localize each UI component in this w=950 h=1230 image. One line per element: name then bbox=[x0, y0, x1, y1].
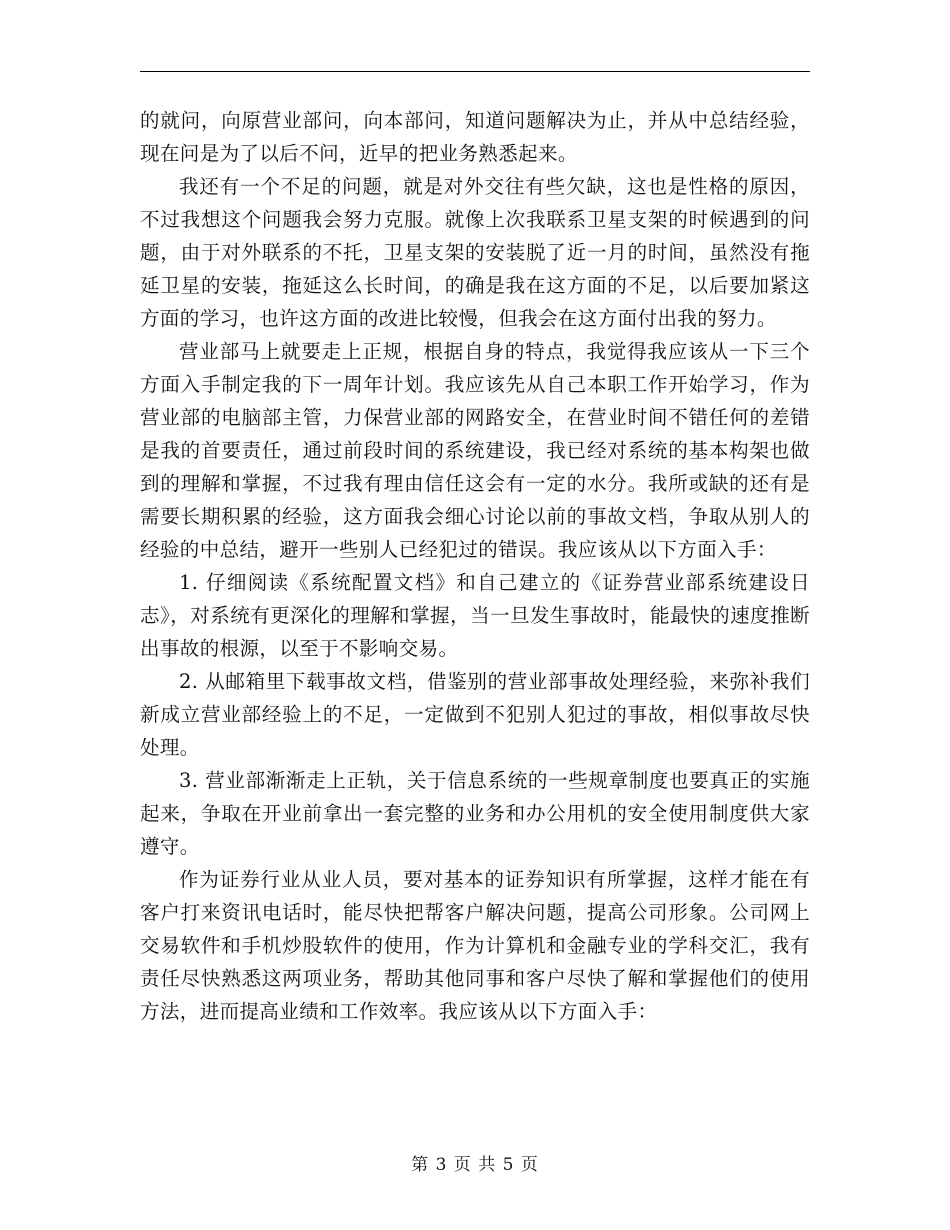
list-item-2: 2. 从邮箱里下载事故文档，借鉴别的营业部事故处理经验，来弥补我们新成立营业部经验上的不足，一定做到不犯别人犯过的事故，相似事故尽快处理。 bbox=[140, 670, 810, 759]
paragraph-3: 营业部马上就要走上正规，根据自身的特点，我觉得我应该从一下三个方面入手制定我的下一周年计划。我应该先从自己本职工作开始学习，作为营业部的电脑部主管，力保营业部的网路安全，在营业时间不错任何的差错是我的首要责任，通过前段时间的系统建设，我已经对系统的基本构架也做到的理解和掌握，不过我有理由信任这会有一定的水分。我所或缺的还有是需要长期积累的经验，这方面我会细心讨论以前的事故文档，争取从别人的经验的中总结，避开一些别人已经犯过的错误。我应该从以下方面入手： bbox=[140, 340, 810, 561]
paragraph-1: 的就问，向原营业部问，向本部问，知道问题解决为止，并从中总结经验，现在问是为了以后不问，近早的把业务熟悉起来。 bbox=[140, 109, 810, 165]
list-item-3: 3. 营业部渐渐走上正轨，关于信息系统的一些规章制度也要真正的实施起来，争取在开业前拿出一套完整的业务和办公用机的安全使用制度供大家遵守。 bbox=[140, 769, 810, 858]
page-number-footer: 第 3 页 共 5 页 bbox=[411, 1155, 539, 1175]
header-rule bbox=[140, 71, 810, 72]
list-item-1: 1. 仔细阅读《系统配置文档》和自己建立的《证券营业部系统建设日志》，对系统有更深化的理解和掌握，当一旦发生事故时，能最快的速度推断出事故的根源，以至于不影响交易。 bbox=[140, 571, 810, 660]
paragraph-2: 我还有一个不足的问题，就是对外交往有些欠缺，这也是性格的原因，不过我想这个问题我会努力克服。就像上次我联系卫星支架的时候遇到的问题，由于对外联系的不托，卫星支架的安装脱了近一月的时间，虽然没有拖延卫星的安装，拖延这么长时间，的确是我在这方面的不足，以后要加紧这方面的学习，也许这方面的改进比较慢，但我会在这方面付出我的努力。 bbox=[140, 175, 810, 330]
document-body bbox=[140, 104, 810, 1028]
paragraph-4: 作为证券行业从业人员，要对基本的证券知识有所掌握，这样才能在有客户打来资讯电话时，能尽快把帮客户解决问题，提高公司形象。公司网上交易软件和手机炒股软件的使用，作为计算机和金融专业的学科交汇，我有责任尽快熟悉这两项业务，帮助其他同事和客户尽快了解和掌握他们的使用方法，进而提高业绩和工作效率。我应该从以下方面入手： bbox=[140, 868, 810, 1023]
